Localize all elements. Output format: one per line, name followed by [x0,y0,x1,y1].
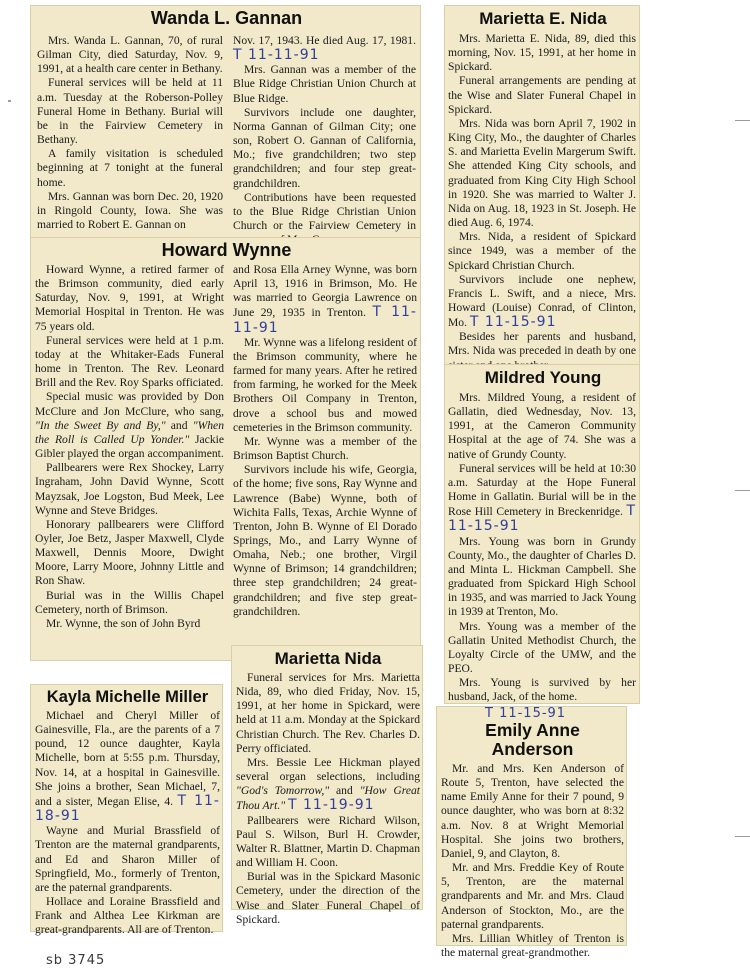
text-column [236,671,420,927]
handwritten-date-note: T 11-18-91 [35,792,220,825]
paragraph-text: Special music was provided by Don McClure and Jon McClure, who sang, [35,390,224,418]
notice-title: Kayla Michelle Miller [46,688,209,706]
paragraph: Funeral arrangements are pending at the Wise and Slater Funeral Chapel in Spickard. [448,74,636,116]
paragraph: Mr. Wynne was a member of the Brimson Baptist Church. [233,434,417,463]
paragraph: Mrs. Gannan was a member of the Blue Ridge Christian Union Church at Blue Ridge. [233,63,416,105]
paragraph: Howard Wynne, a retired farmer of the Brimson community, died early Saturday, Nov. 9, 1991, at Wright Memorial Hospital in Trenton. He was 75 years old. [35,263,224,333]
paragraph: Mrs. Gannan was born Dec. 20, 1920 in Ringold County, Iowa. She was married to Robert E. Gannan on [37,189,223,232]
paragraph-text: and [329,784,360,798]
text-column-left [35,263,224,631]
paragraph-text: Michael and Cheryl Miller of Gainesville, Fla., are the parents of a 7 pound, 12 ounce daughter, Kayla Michelle, born at 5:55 p.m. Thursday, Nov. 14, at a hospital in Gainesville. She joins a brother, Sean Michael, 7, and a sister, Megan Elise, 4. [35,709,220,808]
text-column [448,391,636,704]
paragraph: Hollace and Loraine Brassfield and Frank and Althea Lee Kirkman are great-grandparents. All are of Trenton. [35,895,220,937]
paragraph: Burial was in the Willis Chapel Cemetery, north of Brimson. [35,588,224,616]
paragraph: Mrs. Marietta E. Nida, 89, died this morning, Nov. 15, 1991, at her home in Spickard. [448,32,636,74]
paragraph: A family visitation is scheduled beginning at 7 tonight at the funeral home. [37,147,223,189]
text-column [441,762,624,960]
scan-mark [735,490,750,491]
paragraph: Mr. and Mrs. Ken Anderson of Route 5, Trenton, have selected the name Emily Anne for their 7 pound, 9 ounce daughter, who was born at 8:32 a.m. Nov. 8 at Wright Memorial Hospital. She joins two brothers, Daniel, 9, and Clayton, 8. [441,762,624,860]
paragraph: Wayne and Murial Brassfield of Trenton are the maternal grandparents, and Ed and Sharon Miller of Springfield, Mo., formerly of Trenton, are the paternal grandparents. [35,824,220,894]
paragraph [448,273,636,331]
paragraph: Mrs. Nida, a resident of Spickard since 1949, was a member of the Spickard Christian Church. [448,230,636,272]
text-column [35,709,220,938]
paragraph: Contributions have been requested to the Blue Ridge Christian Union Church or the Fairview Cemetery in [233,190,416,233]
paragraph [233,34,416,63]
paragraph: Mrs. Lillian Whitley of Trenton is the maternal great-grandmother. [441,931,624,960]
paragraph: Funeral services for Mrs. Marietta Nida, 89, who died Friday, Nov. 15, 1991, at her home in Spickard, were held at 11 a.m. Monday at the Spickard Christian Church. The Rev. Charles D. Perry officiated. [236,671,420,755]
obituary-title: Marietta E. Nida [479,9,607,28]
obituary-title: Howard Wynne [161,240,292,260]
paragraph-text: Survivors include one nephew, Francis L. Swift, and a niece, Mrs. Howard (Louise) Conrad, of Clinton, Mo. [448,272,636,330]
handwritten-date-note: T 11-11-91 [233,47,320,64]
paragraph [35,390,224,461]
paragraph: Mr. Wynne, the son of John Byrd [46,616,201,630]
paragraph: Mrs. Nida was born April 7, 1902 in King City, Mo., the daughter of Charles S. and Marietta Evelin Margerum Swift. She attended King City schools, and graduated from King City High School in 1920. She was married to Walter J. Nida on Aug. 18, 1923 in St. Joseph. He died Aug. 6, 1974. [448,116,636,230]
text-column-left [37,34,223,232]
handwritten-date-note: T 11-15-91 [469,314,557,331]
song-title: "How Great Thou Art." [236,784,420,813]
notice-title: Emily Anne [485,720,580,740]
obituary-title: Mildred Young [484,368,602,387]
obituary-marietta-e-nida [444,5,640,371]
handwritten-date-note: T 11-15-91 [448,503,636,535]
paragraph-text: and Rosa Ella Arney Wynne, was born April 13, 1916 in Brimson, Mo. He was married to Georgia Lawrence on June 29, 1935 in Trenton. [233,263,417,320]
obituary-wanda-gannan [30,5,421,245]
paragraph: Pallbearers were Richard Wilson, Paul S. Wilson, Burl H. Crowder, Walter R. Blattner, Martin D. Chapman and William H. Coon. [236,813,420,870]
paragraph: Mrs. Young was born in Grundy County, Mo., the daughter of Charles D. and Minta L. Hickman Campbell. She graduated from Spickard High School in 1935, and was married to Jack Young in 1939 at Trenton, Mo. [448,534,636,619]
handwritten-date-note: T 11-11-91 [233,304,417,336]
paragraph: Besides her parents and husband, Mrs. Nida was preceded in death by one [448,330,636,358]
paragraph: Funeral services were held at 1 p.m. today at the Whitaker-Eads Funeral home in Trenton. The Rev. Leonard Brill and the Rev. Roy Sparks officiated. [35,333,224,390]
paragraph [448,462,636,535]
notice-title: Marietta Nida [274,649,382,668]
paragraph: Mrs. Wanda L. Gannan, 70, of rural Gilman City, died Saturday, Nov. 9, 1991, at a health care center in Bethany. [37,34,223,76]
scan-mark [8,100,11,102]
paragraph [236,756,420,814]
song-title: "When the Roll is Called Up Yonder." [35,418,224,446]
song-title: "God's Tomorrow," [236,784,330,798]
notice-title: Anderson [491,739,574,759]
paragraph: Mr. Wynne was a lifelong resident of the Brimson community, where he farmed for many years. After he retired from farming, he worked for the Meek Brothers Oil Company in Trenton, drove a school bus and mowed cemeteries in the Brimson community. [233,335,417,434]
paragraph: Mrs. Mildred Young, a resident of Gallatin, died Wednesday, Nov. 13, 1991, at the Cameron Community Hospital at the age of 74. She was a native of Grundy County. [448,391,636,461]
paragraph: Funeral services will be held at 11 a.m. Tuesday at the Roberson-Polley Funeral Home in Bethany. Burial will be in the Fairview Cemetery in Bethany. [37,76,223,147]
handwritten-date-note: T 11-15-91 [485,706,567,721]
paragraph: Survivors include his wife, Georgia, of the home; five sons, Ray Wynne and Lawrence (Babe) Wynne, both of Wichita Falls, Texas, Archie Wynne of Trenton, John B. Wynne of El Dorado Springs, Mo., and Larry Wynne of Omaha, Neb.; one brother, Virgil Wynne of Brimson; 14 grandchildren; three step grandchildren; 24 great-grandchildren; and five step great-grandchildren. [233,463,417,618]
text-column-right [233,34,416,247]
paragraph-text: Nov. 17, 1943. He died Aug. 17, 1981. [233,34,416,47]
obituary-howard-wynne [30,237,421,661]
paragraph: Mrs. Young is survived by her husband, Jack, of the home. [448,676,636,704]
paragraph [35,709,220,824]
page-code-note: sb 3745 [46,953,106,968]
paragraph: Pallbearers were Rex Shockey, Larry Ingraham, John David Wynne, Scott Mayzsak, Joe Logston, Bud Meek, Lee Wynne and Steve Bridges. [35,461,224,517]
funeral-notice-marietta-nida [231,645,423,926]
paragraph-text: and [165,418,193,432]
paragraph: Honorary pallbearers were Clifford Oyler, Joe Betz, Jasper Maxwell, Clyde Maxwell, Dennis Moore, Dwight Moore, Larry Moore, Johnny Little and Ron Shaw. [35,517,224,588]
paragraph [233,263,417,336]
paragraph-text: Funeral services will be held at 10:30 a.m. Saturday at the Hope Funeral Home in Gallatin. Burial will be in the Rose Hill Cemetery in Breckenridge. [448,461,636,519]
paragraph: Burial was in the Spickard Masonic Cemetery, under the direction of the Wise and Slater Funeral Chapel of Spickard. [236,870,420,926]
scan-mark [735,836,750,837]
birth-notice-emily-anderson [436,706,627,960]
scan-mark [735,120,750,121]
birth-notice-kayla-miller [30,684,223,937]
paragraph-text: Jackie Gibler played the organ accompaniment. [35,432,224,461]
handwritten-date-note: T 11-19-91 [288,797,375,814]
song-title: "In the Sweet By and By," [35,418,166,432]
paragraph: Mrs. Young was a member of the Gallatin United Methodist Church, the Loyalty Circle of the UMW, and the PEO. [448,619,636,675]
text-column-right [233,263,417,619]
obituary-mildred-young [444,364,640,704]
paragraph: Mr. and Mrs. Freddie Key of Route 5, Trenton, are the maternal grandparents and Mr. and Mrs. Claud Anderson of Stockton, Mo., are the paternal grandparents. [441,861,624,931]
paragraph-text: Mrs. Bessie Lee Hickman played several organ selections, including [236,755,420,784]
text-column [448,32,636,373]
paragraph: Survivors include one daughter, Norma Gannan of Gilman City; one son, Robert O. Gannan of California, Mo.; five grandchildren; two step grandchildren; and four step great-grandchildren. [233,105,416,190]
obituary-title: Wanda L. Gannan [150,8,303,28]
